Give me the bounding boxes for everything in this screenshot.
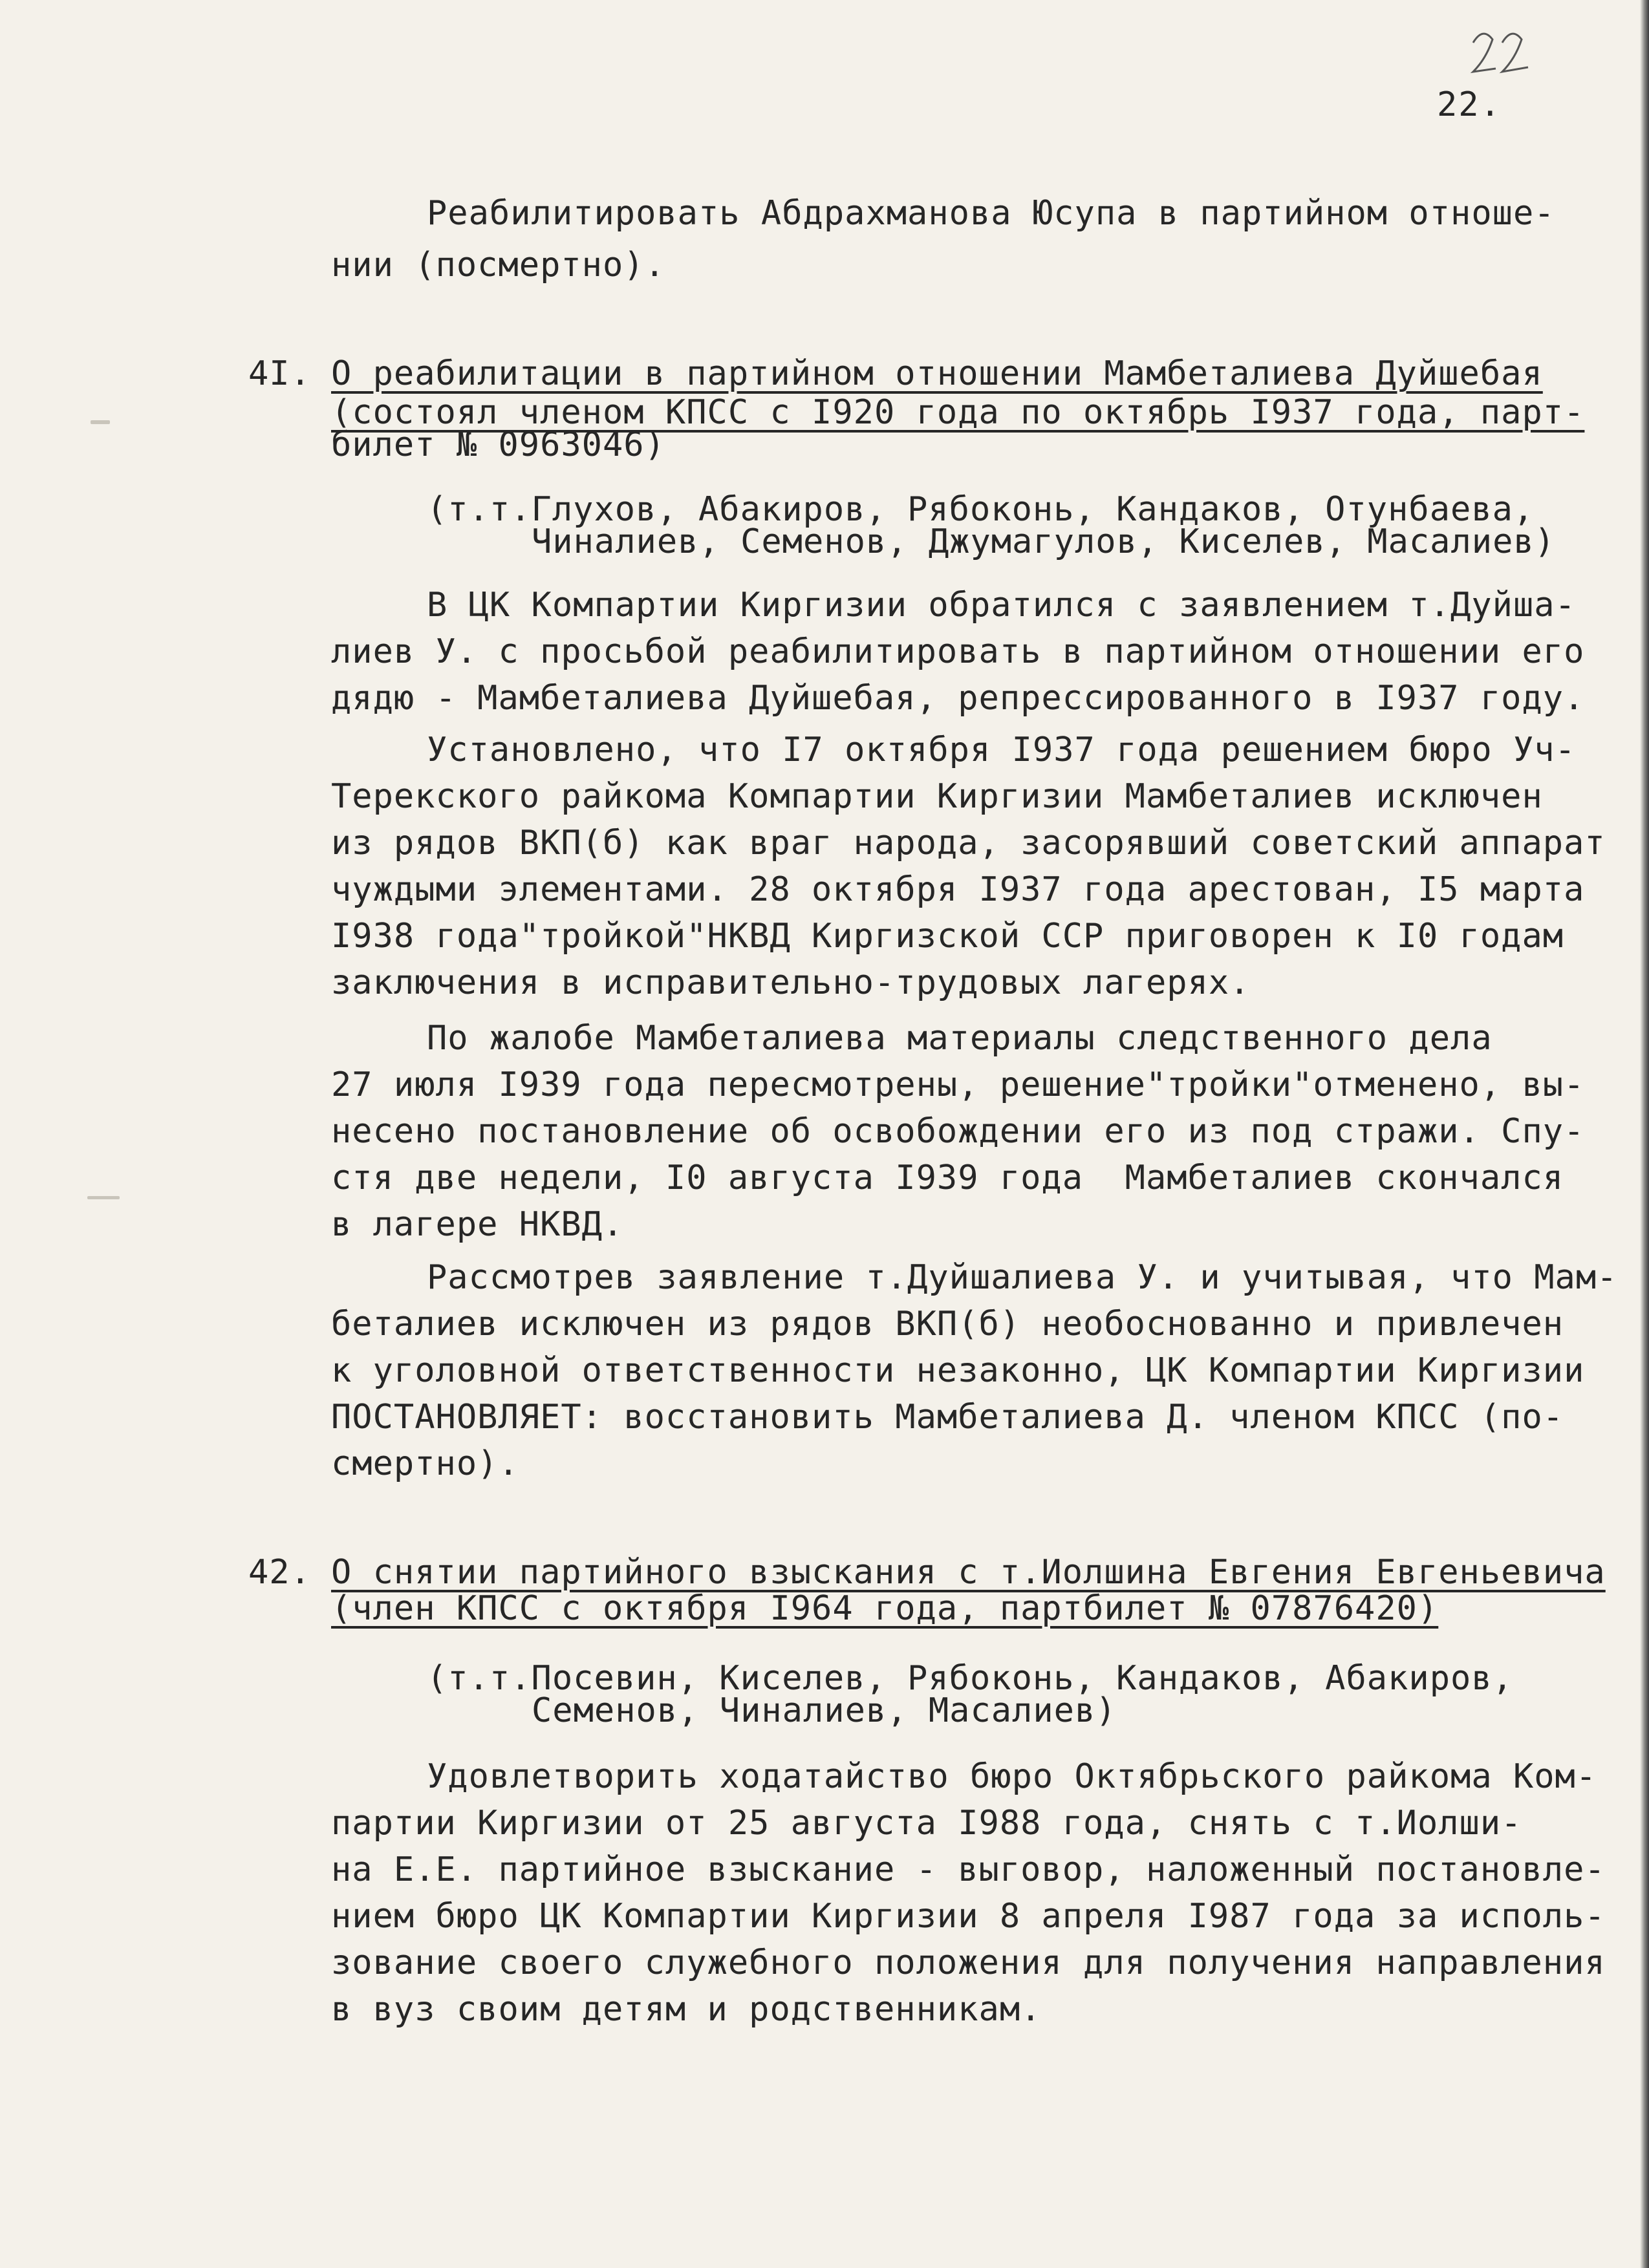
item-number: 4I. [248, 354, 311, 393]
body-line: в лагере НКВД. [331, 1205, 624, 1244]
scan-speck [87, 1196, 120, 1199]
item-title-line: О реабилитации в партийном отношении Мамбеталиева Дуйшебая [331, 354, 1543, 393]
body-line: смертно). [331, 1444, 519, 1483]
body-line: В ЦК Компартии Киргизии обратился с заявлением т.Дуйша- [427, 586, 1576, 625]
body-line: беталиев исключен из рядов ВКП(б) необоснованно и привлечен [331, 1305, 1564, 1343]
intro-line: нии (посмертно). [331, 246, 665, 284]
body-line: зование своего служебного положения для получения направления [331, 1943, 1606, 1982]
participants-line: (т.т.Посевин, Киселев, Рябоконь, Кандаков, Абакиров, [427, 1659, 1513, 1698]
participants-line: (т.т.Глухов, Абакиров, Рябоконь, Кандаков, Отунбаева, [427, 490, 1535, 529]
body-line: Установлено, что I7 октября I937 года решением бюро Уч- [427, 731, 1576, 769]
page-number: 22. [1437, 85, 1502, 124]
body-line: нием бюро ЦК Компартии Киргизии 8 апреля I987 года за исполь- [331, 1897, 1606, 1936]
body-line: из рядов ВКП(б) как враг народа, засорявший советский аппарат [331, 824, 1606, 862]
item-title-line: (член КПСС с октября I964 года, партбилет № 07876420) [331, 1589, 1439, 1628]
body-line: I938 года"тройкой"НКВД Киргизской ССР приговорен к I0 годам [331, 917, 1564, 956]
handwritten-page-number [1467, 23, 1538, 81]
body-line: дядю - Мамбеталиева Дуйшебая, репрессированного в I937 году. [331, 679, 1585, 718]
body-line: лиев У. с просьбой реабилитировать в партийном отношении его [331, 632, 1585, 671]
body-line: к уголовной ответственности незаконно, ЦК Компартии Киргизии [331, 1351, 1585, 1390]
body-line: 27 июля I939 года пересмотрены, решение"тройки"отменено, вы- [331, 1065, 1585, 1104]
body-line: Терекского райкома Компартии Киргизии Мамбеталиев исключен [331, 777, 1543, 816]
scan-speck [91, 420, 110, 424]
item-title-line: (состоял членом КПСС с I920 года по октябрь I937 года, парт- [331, 393, 1585, 432]
body-line: ПОСТАНОВЛЯЕТ: восстановить Мамбеталиева Д. членом КПСС (по- [331, 1398, 1564, 1437]
participants-line: Чиналиев, Семенов, Джумагулов, Киселев, Масалиев) [532, 522, 1556, 561]
participants-line: Семенов, Чиналиев, Масалиев) [532, 1691, 1117, 1730]
body-line: По жалобе Мамбеталиева материалы следственного дела [427, 1019, 1493, 1058]
scan-edge-shadow [1640, 0, 1649, 2268]
body-line: Рассмотрев заявление т.Дуйшалиева У. и учитывая, что Мам- [427, 1258, 1618, 1297]
body-line: несено постановление об освобождении его из под стражи. Спу- [331, 1112, 1585, 1151]
body-line: чуждыми элементами. 28 октября I937 года арестован, I5 марта [331, 870, 1585, 909]
item-title-line: О снятии партийного взыскания с т.Иолшина Евгения Евгеньевича [331, 1553, 1606, 1592]
body-line: стя две недели, I0 августа I939 года Мамбеталиев скончался [331, 1159, 1564, 1197]
body-line: в вуз своим детям и родственникам. [331, 1990, 1042, 2029]
body-line: на Е.Е. партийное взыскание - выговор, наложенный постановле- [331, 1850, 1606, 1889]
body-line: Удовлетворить ходатайство бюро Октябрьского райкома Ком- [427, 1757, 1597, 1796]
item-title-line: билет № 0963046) [331, 425, 665, 464]
body-line: заключения в исправительно-трудовых лагерях. [331, 963, 1251, 1002]
intro-line: Реабилитировать Абдрахманова Юсупа в партийном отноше- [427, 194, 1555, 233]
body-line: партии Киргизии от 25 августа I988 года, снять с т.Иолши- [331, 1804, 1522, 1843]
item-number: 42. [248, 1553, 311, 1592]
